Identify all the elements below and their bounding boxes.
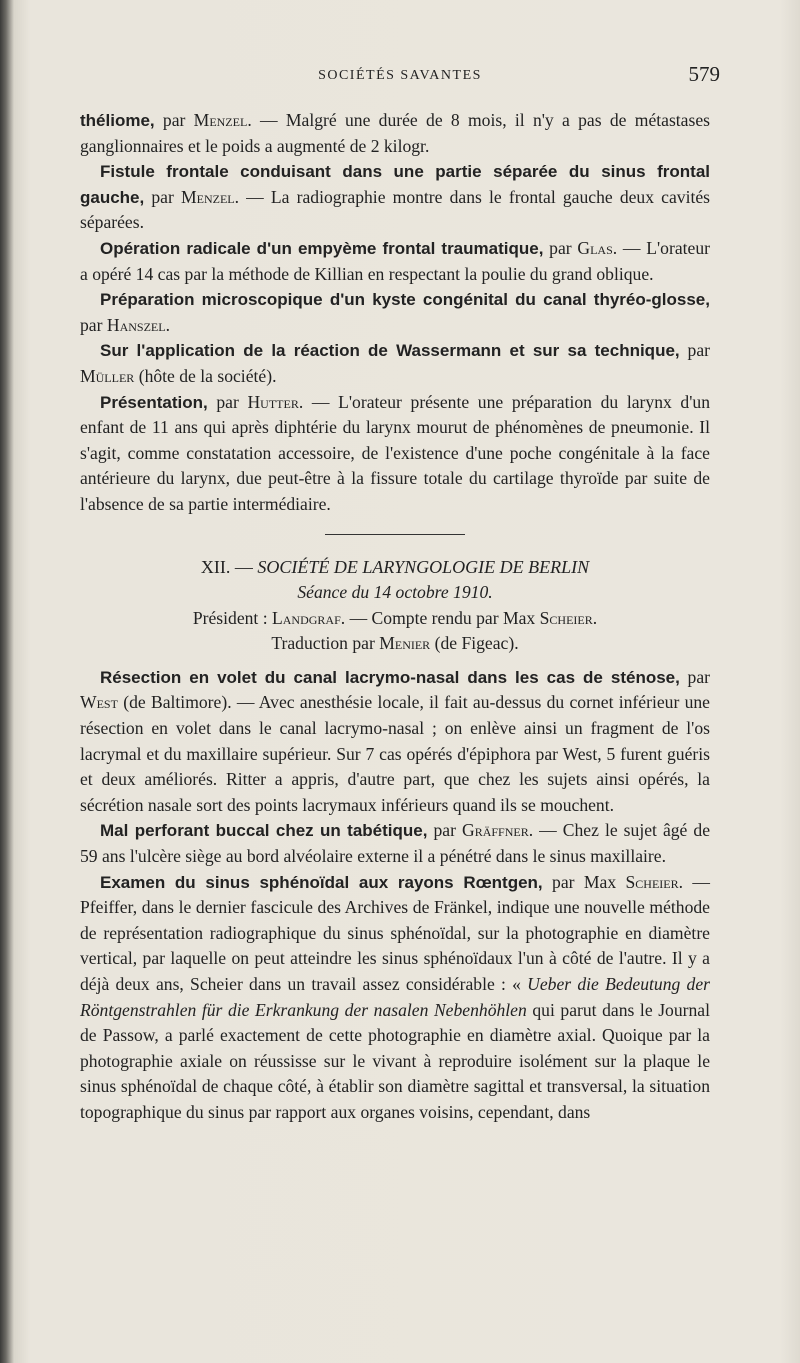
item-title: Fistule frontale conduisant dans une partie séparée du sinus frontal gauche, xyxy=(80,162,710,207)
paragraph-resection xyxy=(80,665,710,819)
text: (de Baltimore). — Avec anesthésie locale, il fait au-dessus du cornet inférieur une résection en volet dans le canal lacrymo-nasal ; on enlève ainsi un fragment de l'os lacrymal et du maxillaire supérieur. Sur 7 cas opérés d'épiphora par West, 5 furent guéris et deux améliorés. Ritter a appris, d'autre part, que chez les sujets ainsi opérés, la sécrétion nasale sort des points lacrymaux inférieurs quand ils se mouchent. xyxy=(80,692,710,815)
text: . — Malgré une durée de 8 mois, il n'y a pas de métastases ganglionnaires et le poids a augmenté de 2 kilogr. xyxy=(80,110,710,156)
paragraph-theliome xyxy=(80,108,710,159)
text: . xyxy=(592,607,598,628)
president-line xyxy=(80,606,710,632)
item-title: Préparation microscopique d'un kyste congénital du canal thyréo-glosse, xyxy=(100,290,710,310)
section-title: SOCIÉTÉ DE LARYNGOLOGIE DE BERLIN xyxy=(257,556,590,577)
text: par xyxy=(679,666,710,687)
text: . xyxy=(165,314,170,335)
author-name: Gräffner xyxy=(461,820,529,841)
section-number: XII. — xyxy=(200,556,258,577)
author-name: Hanszel xyxy=(106,314,166,335)
item-title: théliome, xyxy=(80,111,155,130)
paragraph-mal-perforant xyxy=(80,818,710,869)
author-name: Hutter xyxy=(247,391,299,412)
text: (hôte de la société). xyxy=(134,365,277,386)
session-date: Séance du 14 octobre 1910. xyxy=(297,582,493,603)
paragraph-preparation xyxy=(80,287,710,338)
text: . — Compte rendu par Max xyxy=(340,607,540,628)
item-title: Sur l'application de la réaction de Wassermann et sur sa technique, xyxy=(100,341,680,361)
text: . — L'orateur a opéré 14 cas par la méthode de Killian en respectant la poulie du grand oblique. xyxy=(80,237,710,284)
text: Traduction par xyxy=(271,633,380,654)
paragraph-presentation xyxy=(80,390,710,518)
page-body xyxy=(80,108,710,1126)
paragraph-wassermann xyxy=(80,338,710,389)
cited-title: Ueber die Bedeutung der Röntgenstrahlen für die Erkrankung der nasalen Nebenhöhlen xyxy=(80,974,711,1020)
page-header xyxy=(80,60,720,90)
author-name: Scheier xyxy=(625,871,679,892)
text: par xyxy=(427,820,462,841)
text: Président : xyxy=(192,607,272,628)
text: . — Chez le sujet âgé de 59 ans l'ulcère siège au bord alvéolaire externe il a pénétré dans le sinus maxillaire. xyxy=(80,820,710,867)
text: . — L'orateur présente une préparation du larynx d'un enfant de 11 ans qui après diphtérie du larynx mourut de phénomènes de pneumonie. Il s'agit, comme constatation accessoire, de l'existence d'une poche congénitale à la face antérieure du larynx, due peut-être à la fissure totale du cartilage thyroïde par suite de l'absence de sa partie intermédiaire. xyxy=(80,391,710,514)
running-head: SOCIÉTÉS SAVANTES xyxy=(318,68,482,83)
page-number: 579 xyxy=(688,62,720,86)
paragraph-fistule xyxy=(80,159,710,236)
spacer xyxy=(80,657,710,665)
text: . — La radiographie montre dans le frontal gauche deux cavités séparées. xyxy=(80,186,711,233)
text: qui parut dans le Journal de Passow, a parlé exactement de cette photographie en diamètre axial. Quoique par la photographie axiale on réussisse sur le vivant à reproduire isolément sur la plaque le sinus sphénoïdal de chaque côté, à établir son diamètre sagittal et transversal, la situation topographique du sinus par rapport aux organes voisins, cependant, dans xyxy=(80,999,710,1122)
section-heading xyxy=(80,555,710,581)
translation-line xyxy=(80,631,710,657)
section-divider xyxy=(325,534,465,535)
author-name: Landgraf xyxy=(272,607,341,628)
item-title: Mal perforant buccal chez un tabétique, xyxy=(100,821,428,841)
text: par xyxy=(679,340,710,361)
author-name: Menzel xyxy=(181,186,235,207)
item-title: Résection en volet du canal lacrymo-nasal dans les cas de sténose, xyxy=(100,667,680,687)
text: par xyxy=(80,314,107,335)
text: par Max xyxy=(542,871,626,892)
author-name: Scheier xyxy=(539,607,593,628)
item-title: Examen du sinus sphénoïdal aux rayons Rœntgen, xyxy=(100,872,543,892)
text: par xyxy=(144,186,181,207)
text: par xyxy=(154,110,194,130)
author-name: Menier xyxy=(379,633,431,654)
text: . — Pfeiffer, dans le dernier fascicule des Archives de Fränkel, indique une nouvelle méthode de représentation radiographique du sinus sphénoïdal, sur la photographie en diamètre vertical, par laquelle on peut atteindre les sinus sphénoïdaux l'un à côté de l'autre. Il y a déjà deux ans, Scheier dans un travail assez considérable : « xyxy=(80,871,710,994)
paragraph-examen xyxy=(80,870,710,1126)
text: (de Figeac). xyxy=(430,633,519,654)
paragraph-operation xyxy=(80,236,710,287)
item-title: Opération radicale d'un empyème frontal traumatique, xyxy=(100,238,544,258)
author-name: West xyxy=(80,692,118,713)
author-name: Glas xyxy=(577,237,613,258)
item-title: Présentation, xyxy=(100,392,208,412)
author-name: Menzel xyxy=(193,110,248,130)
author-name: Müller xyxy=(80,365,135,386)
text: par xyxy=(543,237,578,258)
text: par xyxy=(207,391,248,412)
